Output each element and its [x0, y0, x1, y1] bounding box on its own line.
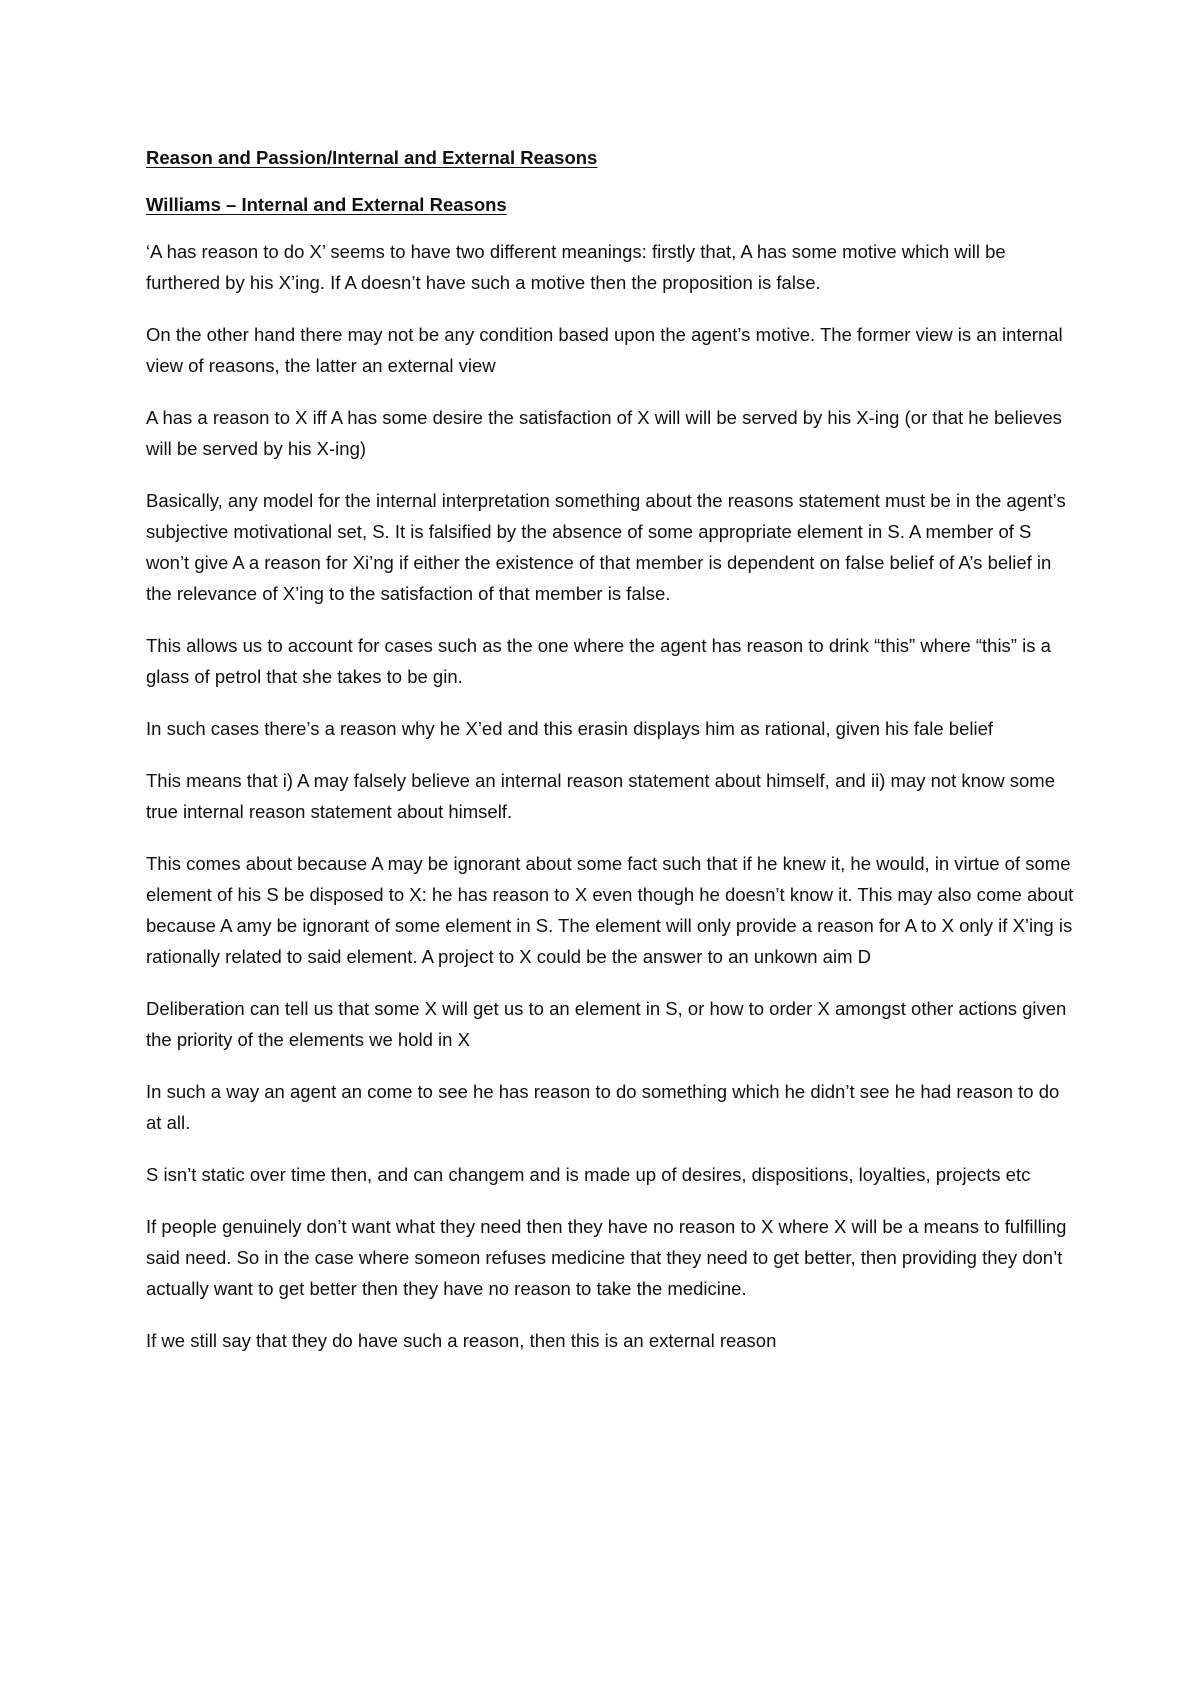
paragraph-12: If people genuinely don’t want what they need then they have no reason to X where X will be a means to fulfilling said need. So in the case where someon refuses medicine that they need to get better, then providing they don’t actually want to get better then they have no reason to take the medicine. [146, 1216, 1067, 1299]
paragraph-3: A has a reason to X iff A has some desire the satisfaction of X will will be served by his X-ing (or that he believes will be served by his X-ing) [146, 407, 1062, 459]
document-subtitle: Williams – Internal and External Reasons [146, 194, 507, 215]
paragraph-8: This comes about because A may be ignorant about some fact such that if he knew it, he would, in virtue of some element of his S be disposed to X: he has reason to X even though he doesn’t know it. This may also come about because A amy be ignorant of some element in S. The element will only provide a reason for A to X only if X’ing is rationally related to said element. A project to X could be the answer to an unkown aim D [146, 853, 1074, 967]
paragraph-4: Basically, any model for the internal interpretation something about the reasons statement must be in the agent’s subjective motivational set, S. It is falsified by the absence of some appropriate element in S. A member of S won’t give A a reason for Xi’ng if either the existence of that member is dependent on false belief of A’s belief in the relevance of X’ing to the satisfaction of that member is false. [146, 490, 1066, 604]
paragraph-11: S isn’t static over time then, and can changem and is made up of desires, dispositions, loyalties, projects etc [146, 1164, 1031, 1185]
paragraph-2: On the other hand there may not be any condition based upon the agent’s motive. The former view is an internal view of reasons, the latter an external view [146, 324, 1063, 376]
paragraph-13: If we still say that they do have such a reason, then this is an external reason [146, 1330, 777, 1351]
paragraph-7: This means that i) A may falsely believe an internal reason statement about himself, and ii) may not know some true internal reason statement about himself. [146, 770, 1056, 822]
paragraph-10: In such a way an agent an come to see he has reason to do something which he didn’t see he had reason to do at all. [146, 1081, 1060, 1133]
paragraph-5: This allows us to account for cases such as the one where the agent has reason to drink “this” where “this” is a glass of petrol that she takes to be gin. [146, 635, 1051, 687]
paragraph-1: ‘A has reason to do X’ seems to have two different meanings: firstly that, A has some motive which will be furthered by his X’ing. If A doesn’t have such a motive then the proposition is false. [146, 241, 1006, 293]
document-title: Reason and Passion/Internal and External Reasons [146, 147, 598, 168]
document-page [146, 142, 1076, 1377]
paragraph-6: In such cases there’s a reason why he X’ed and this erasin displays him as rational, given his fale belief [146, 718, 994, 739]
paragraph-9: Deliberation can tell us that some X will get us to an element in S, or how to order X amongst other actions given the priority of the elements we hold in X [146, 998, 1067, 1050]
